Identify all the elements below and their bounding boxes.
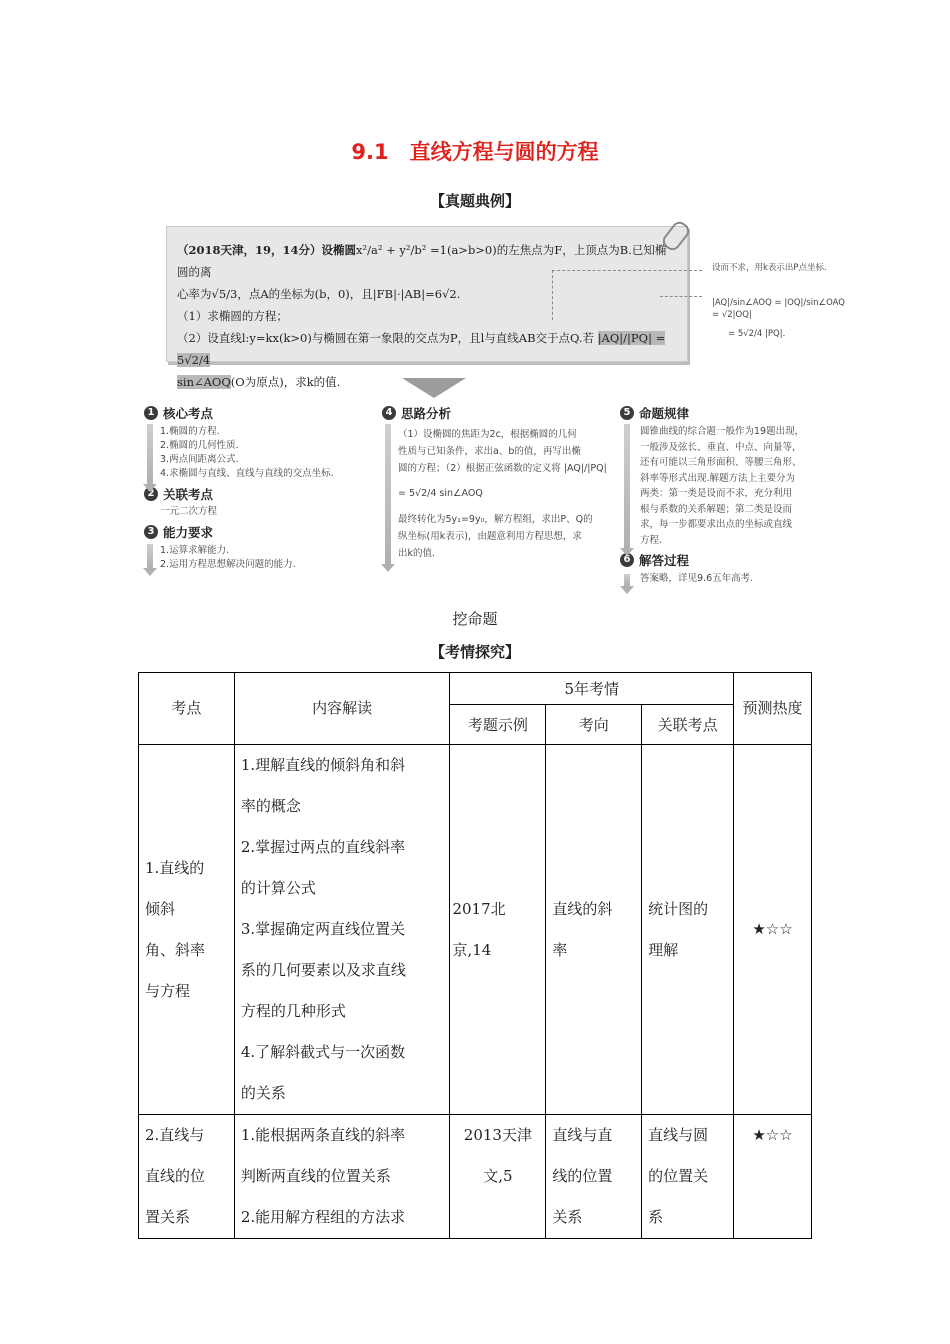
example-sin: sin∠AOQ xyxy=(177,375,231,389)
cell-example xyxy=(450,1115,546,1239)
pattern-line: 求，每一步都要求出点的坐标或直线 xyxy=(640,519,793,530)
ability-item: 2.运用方程思想解决问题的能力. xyxy=(160,559,296,570)
cell-line: 系 xyxy=(648,1208,664,1226)
example-card xyxy=(166,226,688,389)
example-line3: （1）求椭圆的方程； xyxy=(177,309,288,323)
flow-arrow xyxy=(385,424,391,564)
pattern-line: 圆锥曲线的综合题一般作为19题出现， xyxy=(640,426,805,437)
cell-line: 1.理解直线的倾斜角和斜 xyxy=(240,756,406,774)
cell-line: 3.掌握确定两直线位置关 xyxy=(240,920,406,938)
cell-line: 2.直线与 xyxy=(145,1126,205,1144)
pattern-column xyxy=(620,404,820,586)
solution-text: 答案略，详见9.6五年高考. xyxy=(640,573,754,584)
cell-line: 置关系 xyxy=(145,1208,191,1226)
pattern-line: 方程. xyxy=(640,534,663,546)
flow-arrow xyxy=(624,424,630,548)
related-points-heading: 关联考点 xyxy=(163,487,214,502)
cell-line: 率 xyxy=(552,940,568,959)
annotation-line xyxy=(552,270,553,320)
cell-line: 直线与圆 xyxy=(648,1126,709,1144)
core-point-item: 4.求椭圆与直线、直线与直线的交点坐标. xyxy=(160,468,334,479)
cell-related xyxy=(642,745,734,1115)
cell-direction xyxy=(546,745,642,1115)
cell-point xyxy=(139,745,235,1115)
cell-line: 直线的斜 xyxy=(552,899,613,918)
cell-heat: ★☆☆ xyxy=(734,745,812,1115)
down-arrow-icon xyxy=(402,378,466,398)
annotation-note-1: 设而不求，用k表示出P点坐标. xyxy=(712,263,827,273)
header-five-year: 5年考情 xyxy=(450,673,734,705)
header-example: 考题示例 xyxy=(450,705,546,745)
cell-line: 直线与直 xyxy=(552,1126,613,1144)
example-line2: 心率为√5/3，点A的坐标为(b，0)，且|FB|·|AB|=6√2. xyxy=(177,287,461,301)
example-source: （2018天津，19，14分）设椭圆 xyxy=(177,243,357,257)
analysis-line: = 5√2/4 sin∠AOQ xyxy=(398,488,483,499)
analysis-line: 性质与已知条件，求出a、b的值，再写出椭 xyxy=(398,446,581,457)
number-badge: 5 xyxy=(620,406,634,420)
cell-line: 系的几何要素以及求直线 xyxy=(240,961,406,979)
annotation-note-2: |AQ|/sin∠AOQ = |OQ|/sin∠OAQ = √2|OQ| xyxy=(712,298,845,320)
cell-direction xyxy=(546,1115,642,1239)
cell-line: 率的概念 xyxy=(240,797,301,815)
cell-related xyxy=(642,1115,734,1239)
cell-line: 2.能用解方程组的方法求 xyxy=(240,1208,406,1226)
cell-example xyxy=(450,745,546,1115)
header-content: 内容解读 xyxy=(234,673,450,745)
solution-heading: 解答过程 xyxy=(639,553,690,568)
cell-line: 角、斜率 xyxy=(145,940,206,959)
example-ratio: |AQ|/|PQ| = 5√2/4 xyxy=(177,331,666,367)
section-example-heading: 【真题典例】 xyxy=(429,192,520,210)
cell-line: 统计图的 xyxy=(648,899,709,918)
header-direction: 考向 xyxy=(546,705,642,745)
cell-line: 1.能根据两条直线的斜率 xyxy=(240,1126,406,1144)
cell-line: 的计算公式 xyxy=(240,879,316,897)
page-title: 9.1 直线方程与圆的方程 xyxy=(351,140,599,164)
cell-content xyxy=(234,1115,450,1239)
core-points-column xyxy=(144,404,374,572)
header-heat: 预测热度 xyxy=(734,673,812,745)
pattern-line: 斜率等形式出现.解题方法上主要分为 xyxy=(640,472,796,484)
example-line4: （2）设直线l:y=kx(k>0)与椭圆在第一象限的交点为P，且l与直线AB交于点Q.若 xyxy=(177,331,595,345)
number-badge: 2 xyxy=(144,487,158,501)
core-point-item: 2.椭圆的几何性质. xyxy=(160,440,239,451)
analysis-line: 纵坐标(用k表示)，由题意利用方程思想，求 xyxy=(398,531,582,542)
cell-line: 方程的几种形式 xyxy=(240,1002,346,1020)
pattern-line: 根与系数的关系解题；第二类是设而 xyxy=(640,503,793,515)
cell-line: 的关系 xyxy=(240,1084,286,1102)
analysis-column xyxy=(382,404,618,562)
table-row xyxy=(139,745,812,1115)
example-line1: x²/a² + y²/b² =1(a>b>0)的左焦点为F，上顶点为B.已知椭圆的离 xyxy=(177,243,667,279)
cell-heat: ★☆☆ xyxy=(734,1115,812,1239)
pattern-line: 两类：第一类是设而不求，充分利用 xyxy=(640,488,793,499)
annotation-note-3: = 5√2/4 |PQ|. xyxy=(728,329,786,339)
cell-line: 线的位置 xyxy=(552,1167,613,1185)
pattern-line: 还有可能以三角形面积、等腰三角形、 xyxy=(640,457,802,468)
section-survey-heading: 【考情探究】 xyxy=(429,643,520,661)
cell-line: 文,5 xyxy=(483,1167,513,1185)
analysis-line: 出k的值. xyxy=(398,548,436,559)
analysis-line: （1）设椭圆的焦距为2c，根据椭圆的几何 xyxy=(398,429,577,440)
header-related: 关联考点 xyxy=(642,705,734,745)
example-text xyxy=(177,239,673,393)
cell-line: 直线的位 xyxy=(145,1167,206,1185)
cell-line: 2.掌握过两点的直线斜率 xyxy=(240,838,406,856)
mining-heading: 挖命题 xyxy=(452,610,498,628)
core-points-heading: 核心考点 xyxy=(163,406,214,421)
cell-line: 判断两直线的位置关系 xyxy=(240,1167,391,1185)
cell-line: 关系 xyxy=(552,1208,583,1226)
cell-point xyxy=(139,1115,235,1239)
analysis-heading: 思路分析 xyxy=(401,406,452,421)
number-badge: 3 xyxy=(144,525,158,539)
cell-content xyxy=(234,745,450,1115)
pattern-heading: 命题规律 xyxy=(639,406,690,421)
ability-heading: 能力要求 xyxy=(163,525,214,540)
cell-line: 4.了解斜截式与一次函数 xyxy=(240,1043,406,1061)
cell-line: 2017北京,14 xyxy=(452,899,506,959)
core-point-item: 3.两点间距离公式. xyxy=(160,454,239,465)
pattern-line: 一般涉及弦长、垂直、中点、向量等， xyxy=(640,441,802,453)
cell-line: 2013天津 xyxy=(463,1126,532,1144)
table-row xyxy=(139,1115,812,1239)
analysis-line: 圆的方程；（2）根据正弦函数的定义将 |AQ|/|PQ| xyxy=(398,463,607,474)
header-point: 考点 xyxy=(139,673,235,745)
analysis-line: 最终转化为5y₁=9y₀，解方程组，求出P、Q的 xyxy=(398,514,593,525)
annotation-line xyxy=(660,296,702,297)
example-line5: (O为原点)，求k的值. xyxy=(230,375,341,389)
exam-survey-table xyxy=(138,672,812,1239)
annotation-line xyxy=(552,270,702,271)
flow-arrow xyxy=(624,574,630,586)
number-badge: 4 xyxy=(382,406,396,420)
flow-arrow xyxy=(147,544,153,568)
ability-item: 1.运算求解能力. xyxy=(160,545,230,556)
cell-line: 倾斜 xyxy=(145,899,176,918)
core-point-item: 1.椭圆的方程. xyxy=(160,426,220,437)
number-badge: 1 xyxy=(144,406,158,420)
number-badge: 6 xyxy=(620,553,634,567)
cell-line: 理解 xyxy=(648,940,679,959)
flow-arrow xyxy=(147,424,153,484)
cell-line: 与方程 xyxy=(145,981,191,1000)
cell-line: 1.直线的 xyxy=(145,858,205,877)
related-point-item: 一元二次方程 xyxy=(160,506,218,517)
cell-line: 的位置关 xyxy=(648,1167,709,1185)
